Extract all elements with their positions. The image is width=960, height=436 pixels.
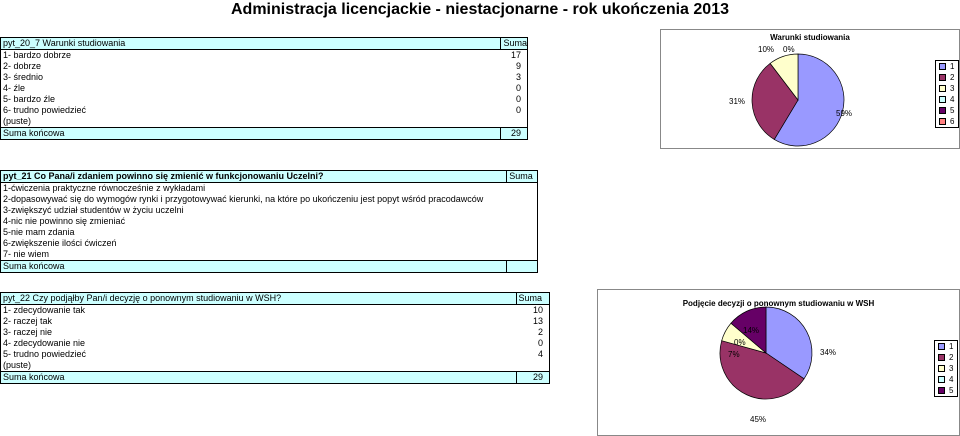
row-label: 3- raczej nie (1, 327, 517, 338)
data-label: 0% (783, 45, 795, 54)
legend-label: 5 (950, 106, 955, 115)
row-label: 2- dobrze (1, 61, 501, 72)
table-row (1, 216, 538, 227)
q20-question: pyt_20_7 Warunki studiowania (1, 38, 501, 50)
table-row (1, 205, 538, 216)
chart1-legend (935, 60, 959, 128)
row-label: 4- zdecydowanie nie (1, 338, 517, 349)
legend-swatch (938, 376, 945, 383)
legend-item (935, 352, 957, 363)
row-value: 0 (501, 94, 528, 105)
chart1-title: Warunki studiowania (770, 33, 850, 42)
row-label: Suma końcowa (1, 261, 507, 273)
legend-item (935, 363, 957, 374)
q21-sum-header: Suma (507, 171, 538, 183)
row-value (507, 216, 538, 227)
row-value (507, 261, 538, 273)
table-row (1, 227, 538, 238)
table-row (1, 261, 538, 273)
table-row (1, 116, 528, 128)
table-row (1, 61, 528, 72)
row-value: 29 (501, 128, 528, 140)
legend-label: 2 (949, 353, 954, 362)
legend-label: 2 (950, 73, 955, 82)
row-value (507, 183, 538, 195)
legend-item (936, 61, 958, 72)
legend-item (936, 105, 958, 116)
table-row (1, 94, 528, 105)
row-label: 2- raczej tak (1, 316, 517, 327)
legend-item (935, 374, 957, 385)
row-label: 6- trudno powiedzieć (1, 105, 501, 116)
data-label: 45% (750, 415, 767, 424)
data-label: 31% (729, 97, 746, 106)
row-label: 3-zwiększyć udział studentów w życiu uczelni (1, 205, 507, 216)
row-label: 1- zdecydowanie tak (1, 305, 517, 317)
legend-swatch (939, 118, 946, 125)
legend-item (936, 94, 958, 105)
q22-question: pyt_22 Czy podjąłby Pan/i decyzję o ponownym studiowaniu w WSH? (1, 293, 517, 305)
row-label: (puste) (1, 116, 501, 128)
row-label: 3- średnio (1, 72, 501, 83)
decyzja-chart (597, 289, 960, 436)
legend-label: 5 (949, 386, 954, 395)
legend-swatch (939, 74, 946, 81)
legend-item (935, 385, 957, 396)
legend-item (935, 341, 957, 352)
table-row (1, 316, 550, 327)
row-value (507, 238, 538, 249)
legend-label: 3 (950, 84, 955, 93)
row-value: 0 (516, 338, 550, 349)
data-label: 7% (728, 350, 740, 359)
row-value (507, 227, 538, 238)
legend-label: 1 (949, 342, 954, 351)
table-row (1, 360, 550, 372)
q21-question: pyt_21 Co Pana/i zdaniem powinno się zmienić w funkcjonowaniu Uczelni? (1, 171, 507, 183)
legend-label: 4 (949, 375, 954, 384)
legend-swatch (938, 365, 945, 372)
data-label: 59% (836, 109, 853, 118)
decyzja-pie (598, 290, 959, 435)
q20-sum-header: Suma (501, 38, 528, 50)
row-label: 1-ćwiczenia praktyczne równocześnie z wykładami (1, 183, 507, 195)
table-row (1, 194, 538, 205)
table-row (1, 238, 538, 249)
legend-label: 3 (949, 364, 954, 373)
row-value (501, 116, 528, 128)
row-value: 13 (516, 316, 550, 327)
row-value: 4 (516, 349, 550, 360)
table-row (1, 183, 538, 195)
row-value: 3 (501, 72, 528, 83)
table-row (1, 72, 528, 83)
row-label: 5- bardzo źle (1, 94, 501, 105)
row-value (507, 249, 538, 261)
row-label: 4-nic nie powinno się zmieniać (1, 216, 507, 227)
row-label: Suma końcowa (1, 128, 501, 140)
legend-item (936, 72, 958, 83)
legend-label: 1 (950, 62, 955, 71)
data-label: 14% (743, 326, 760, 335)
row-value: 10 (516, 305, 550, 317)
row-label: 2-dopasowywać się do wymogów rynki i przygotowywać kierunki, na które po ukończeniu jest popyt wśród pracodawców (1, 194, 507, 205)
legend-label: 6 (950, 117, 955, 126)
legend-swatch (939, 107, 946, 114)
table-row (1, 105, 528, 116)
legend-swatch (938, 387, 945, 394)
row-value: 9 (501, 61, 528, 72)
legend-swatch (938, 354, 945, 361)
row-label: 7- nie wiem (1, 249, 507, 261)
legend-swatch (938, 343, 945, 350)
warunki-chart (660, 29, 960, 149)
row-value (516, 360, 550, 372)
warunki-pie (661, 30, 959, 148)
row-value: 29 (516, 372, 550, 384)
table-row (1, 372, 550, 384)
table-row (1, 305, 550, 317)
data-label: 0% (734, 338, 746, 347)
row-value: 2 (516, 327, 550, 338)
row-label: 4- źle (1, 83, 501, 94)
row-value: 0 (501, 83, 528, 94)
legend-swatch (939, 96, 946, 103)
row-value: 17 (501, 50, 528, 62)
q22-sum-header: Suma (516, 293, 550, 305)
row-label: Suma końcowa (1, 372, 517, 384)
chart2-legend (934, 340, 958, 397)
table-row (1, 128, 528, 140)
legend-label: 4 (950, 95, 955, 104)
row-label: 5-nie mam zdania (1, 227, 507, 238)
q20-table (0, 37, 528, 140)
row-value (507, 205, 538, 216)
table-row (1, 50, 528, 62)
table-row (1, 249, 538, 261)
row-label: 5- trudno powiedzieć (1, 349, 517, 360)
legend-item (936, 116, 958, 127)
page-title: Administracja licencjackie - niestacjonarne - rok ukończenia 2013 (231, 1, 729, 18)
row-label: (puste) (1, 360, 517, 372)
q22-table (0, 292, 550, 384)
legend-swatch (939, 85, 946, 92)
table-row (1, 349, 550, 360)
q21-table (0, 170, 538, 273)
table-row (1, 83, 528, 94)
row-label: 6-zwiększenie ilości ćwiczeń (1, 238, 507, 249)
legend-swatch (939, 63, 946, 70)
row-value: 0 (501, 105, 528, 116)
table-row (1, 338, 550, 349)
data-label: 10% (758, 45, 775, 54)
table-row (1, 327, 550, 338)
row-label: 1- bardzo dobrze (1, 50, 501, 62)
data-label: 34% (820, 348, 837, 357)
row-value (507, 194, 538, 205)
chart2-title: Podjęcie decyzji o ponownym studiowaniu w WSH (682, 299, 875, 308)
legend-item (936, 83, 958, 94)
